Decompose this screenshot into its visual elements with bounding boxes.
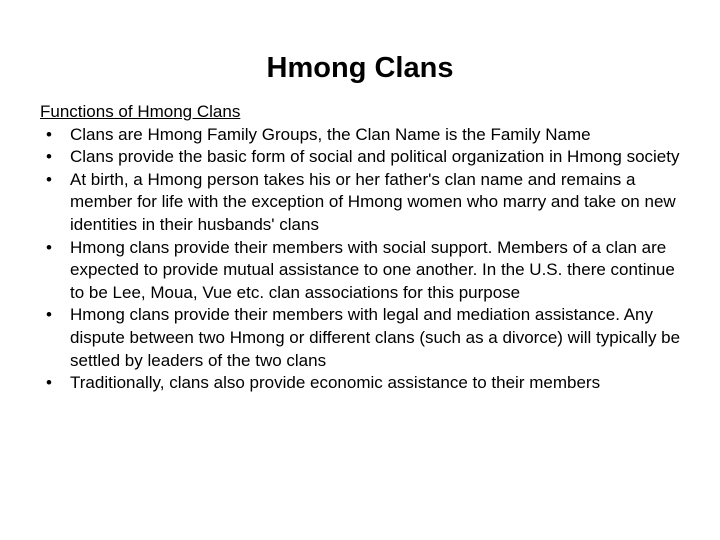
list-item [40,237,690,305]
bullet-icon: • [46,373,52,393]
bullet-text: Traditionally, clans also provide economic assistance to their members [70,373,601,393]
bullet-text: Hmong clans provide their members with social support. Members of a clan are expected to provide mutual assistance to one another. In the U.S. there continue to be Lee, Moua, Vue etc. clan associations for this purpose [70,237,675,302]
bullet-icon: • [46,124,52,144]
bullet-text: Clans provide the basic form of social and political organization in Hmong society [70,147,680,167]
slide-title: Hmong Clans [266,52,454,84]
slide-content [40,101,690,395]
bullet-text: Clans are Hmong Family Groups, the Clan Name is the Family Name [70,124,591,144]
section-subheading: Functions of Hmong Clans [40,102,241,121]
bullet-icon: • [46,305,52,325]
list-item [40,146,690,169]
list-item [40,124,690,147]
bullet-icon: • [46,169,52,189]
list-item [40,304,690,372]
bullet-text: At birth, a Hmong person takes his or her father's clan name and remains a member for life with the exception of Hmong women who marry and take on new identities in their husbands' clans [70,169,676,234]
list-item [40,372,690,395]
bullet-text: Hmong clans provide their members with legal and mediation assistance. Any dispute between two Hmong or different clans (such as a divorce) will typically be settled by leaders of the two clans [70,305,681,370]
list-item [40,169,690,237]
bullet-icon: • [46,237,52,257]
bullet-icon: • [46,147,52,167]
bullet-list [40,124,690,395]
